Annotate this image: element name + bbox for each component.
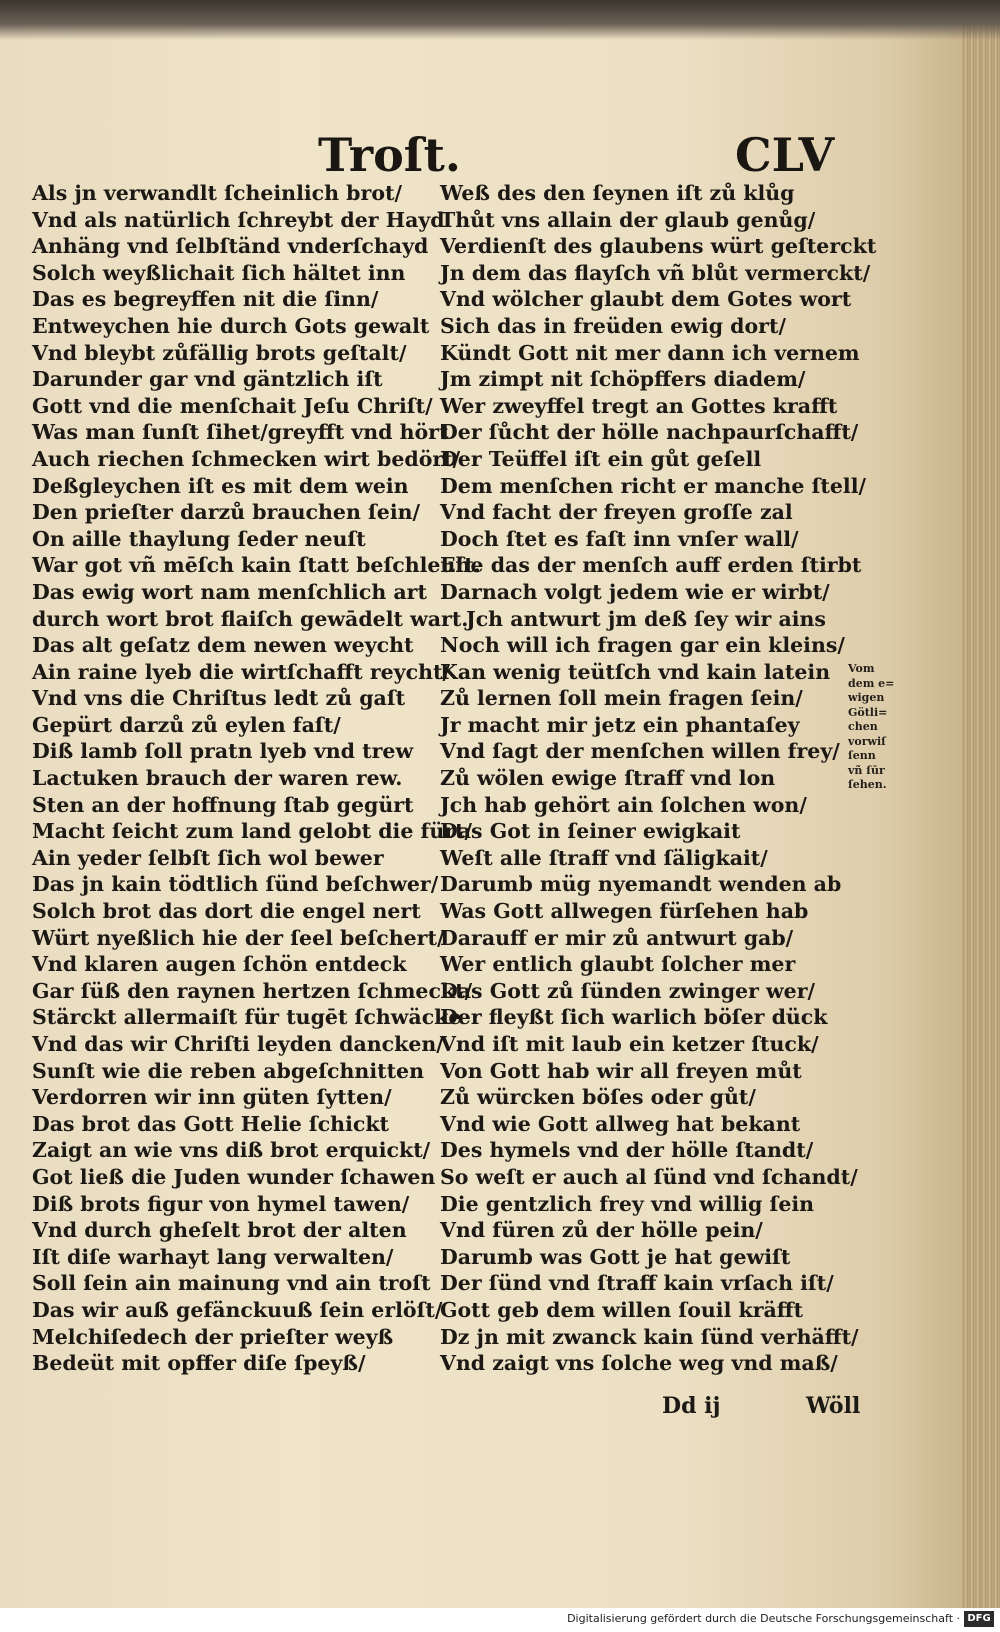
- verse-line: Darumb müg nyemandt wenden ab: [440, 872, 842, 897]
- verse-line: Iſt diſe warhayt lang verwalten/: [32, 1244, 394, 1269]
- verse-line: Was man ſunſt ſihet/greyfft vnd hört: [32, 420, 449, 445]
- verse-line: Des hymels vnd der hölle ſtandt/: [440, 1138, 814, 1163]
- verse-line: Gott geb dem willen ſouil kräfft: [440, 1297, 804, 1322]
- marginal-note-line: Götli=: [848, 705, 888, 719]
- top-shadow: [0, 0, 1000, 40]
- verse-line: Zů würcken böſes oder gůt/: [440, 1085, 756, 1110]
- verse-line: Von Gott hab wir all freyen můt: [440, 1058, 802, 1083]
- verse-line: Die gentzlich frey vnd willig ſein: [440, 1191, 815, 1216]
- verse-line: Weſt alle ſtraff vnd ſäligkait/: [440, 845, 768, 870]
- verse-line: So weſt er auch al ſünd vnd ſchandt/: [440, 1164, 858, 1189]
- verse-line: Darunder gar vnd gäntzlich iſt: [32, 367, 383, 392]
- left-text-column: [32, 180, 481, 1377]
- verse-line: Got ließ die Juden wunder ſchawen: [32, 1164, 436, 1189]
- verse-line: Jch hab gehört ain ſolchen won/: [440, 792, 807, 817]
- verse-line: Vnd füren zů der hölle pein/: [440, 1218, 763, 1243]
- verse-line: Das jn kain tödtlich ſünd beſchwer/: [32, 872, 439, 897]
- verse-line: Der ſünd vnd ſtraff kain vrſach iſt/: [440, 1271, 834, 1296]
- verse-line: Vnd iſt mit laub ein ketzer ſtuck/: [440, 1032, 819, 1056]
- verse-line: Das brot das Gott Helie ſchickt: [32, 1111, 390, 1136]
- verse-line: Stärckt allermaiſt für tugēt ſchwäcke: [32, 1005, 462, 1030]
- marginal-note-line: ſenn: [848, 749, 876, 762]
- verse-line: Vnd wie Gott allweg hat bekant: [440, 1111, 801, 1136]
- verse-line: Das Gott zů ſünden zwinger wer/: [440, 978, 815, 1003]
- verse-line: Thůt vns allain der glaub genůg/: [440, 207, 816, 232]
- verse-line: Soll ſein ain mainung vnd ain troſt: [32, 1271, 431, 1296]
- verse-line: Ehe das der menſch auff erden ſtirbt: [440, 553, 862, 578]
- running-title: Troſt.: [318, 128, 461, 182]
- verse-line: Sunſt wie die reben abgeſchnitten: [32, 1058, 424, 1083]
- verse-line: Darnach volgt jedem wie er wirbt/: [440, 579, 830, 604]
- verse-line: Solch weyßlichait ſich hältet inn: [32, 260, 406, 285]
- marginal-note: [848, 662, 908, 793]
- verse-line: Bedeüt mit opffer diſe ſpeyß/: [32, 1351, 366, 1376]
- verse-line: Würt nyeßlich hie der ſeel beſchert/: [32, 925, 445, 950]
- signature-mark: Dd ij: [662, 1393, 721, 1419]
- footer-bar: [0, 1608, 1000, 1632]
- verse-line: Darauff er mir zů antwurt gab/: [440, 925, 794, 950]
- verse-line: Zů lernen ſoll mein fragen ſein/: [440, 686, 803, 711]
- verse-line: Jch antwurt jm deß ſey wir ains: [466, 606, 826, 631]
- verse-line: Jm zimpt nit ſchöpffers diadem/: [440, 367, 806, 392]
- verse-line: Ain yeder ſelbſt ſich wol bewer: [32, 845, 384, 870]
- verse-line: Vnd zaigt vns ſolche weg vnd maß/: [440, 1351, 838, 1376]
- verse-line: Das ewig wort nam menſchlich art: [32, 579, 427, 604]
- marginal-note-line: ſehen.: [848, 778, 887, 791]
- verse-line: Dem menſchen richt er manche ſtell/: [440, 473, 866, 498]
- verse-line: Vnd das wir Chriſti leyden dancken/: [32, 1032, 444, 1056]
- verse-line: Den prieſter darzů brauchen ſein/: [32, 500, 421, 525]
- verse-line: Gar ſüß den raynen hertzen ſchmeckt/: [32, 978, 473, 1003]
- folio-number: CLV: [735, 128, 835, 182]
- verse-line: Verdorren wir inn güten ſytten/: [32, 1085, 392, 1110]
- verse-line: Ain raine lyeb die wirtſchafft reycht/: [32, 659, 450, 684]
- verse-line: Wer entlich glaubt ſolcher mer: [440, 952, 796, 977]
- verse-line: Gott vnd die menſchait Jeſu Chriſt/: [32, 393, 433, 418]
- catchword: Wöll: [806, 1393, 861, 1419]
- verse-line: Zů wölen ewige ſtraff vnd lon: [440, 766, 776, 791]
- verse-line: Das es begreyffen nit die ſinn/: [32, 287, 379, 312]
- verse-line: Der Teüffel iſt ein gůt geſell: [440, 446, 762, 471]
- verse-line: Was Gott allwegen fürſehen hab: [440, 899, 809, 924]
- verse-line: Zaigt an wie vns diß brot erquickt/: [32, 1138, 431, 1163]
- verse-line: Deßgleychen iſt es mit dem wein: [32, 473, 409, 498]
- verse-line: Der ſůcht der hölle nachpaurſchafft/: [440, 420, 859, 445]
- verse-line: Wer zweyffel tregt an Gottes krafft: [440, 393, 838, 418]
- verse-line: Der fleyßt ſich warlich böſer dück: [440, 1005, 828, 1030]
- verse-line: Verdienſt des glaubens würt geſterckt: [440, 234, 877, 259]
- verse-line: Als jn verwandlt ſcheinlich brot/: [32, 181, 402, 205]
- verse-line: Das alt geſatz dem newen weycht: [32, 633, 414, 658]
- verse-line: Jn dem das flayſch vñ blůt vermerckt/: [440, 260, 871, 285]
- verse-line: Weß des den ſeynen iſt zů klůg: [440, 181, 795, 205]
- verse-line: Dz jn mit zwanck kain ſünd verhäfft/: [440, 1324, 859, 1349]
- verse-line: Lactuken brauch der waren rew.: [32, 766, 403, 791]
- verse-line: Jr macht mir jetz ein phantaſey: [440, 712, 800, 737]
- dfg-logo: DFG: [964, 1611, 994, 1627]
- verse-line: On aille thaylung ſeder neuſt: [32, 526, 366, 551]
- verse-line: Vnd bleybt zůfällig brots geſtalt/: [32, 340, 407, 365]
- verse-line: Vnd vns die Chriſtus ledt zů gaſt: [32, 686, 406, 711]
- footer-credit: Digitalisierung gefördert durch die Deutsche Forschungsgemeinschaft ·: [567, 1612, 960, 1625]
- verse-line: Vnd als natürlich ſchreybt der Hayd: [32, 207, 445, 232]
- verse-line: Kan wenig teütſch vnd kain latein: [440, 659, 831, 684]
- verse-line: Vnd durch gheſelt brot der alten: [32, 1218, 407, 1243]
- verse-line: Entweychen hie durch Gots gewalt: [32, 313, 430, 338]
- verse-line: Auch riechen ſchmecken wirt bedört/: [32, 446, 461, 471]
- verse-line: Solch brot das dort die engel nert: [32, 899, 421, 924]
- verse-line: durch wort brot flaiſch gewādelt wart.: [32, 606, 469, 631]
- verse-line: Sten an der hoffnung ſtab gegürt: [32, 792, 414, 817]
- verse-line: Darumb was Gott je hat gewiſt: [440, 1244, 791, 1269]
- verse-line: War got vñ mēſch kain ſtatt beſchleuſt.: [32, 553, 481, 578]
- running-header: [0, 128, 860, 188]
- verse-line: Macht ſeicht zum land gelobt die fürt/: [32, 819, 472, 844]
- verse-line: Vnd facht der freyen groſſe zal: [440, 500, 793, 525]
- verse-line: Doch ſtet es faſt inn vnſer wall/: [440, 526, 799, 551]
- verse-line: Vnd ſagt der menſchen willen frey/: [440, 739, 840, 764]
- verse-line: Diß brots figur von hymel tawen/: [32, 1191, 410, 1216]
- verse-line: Melchiſedech der prieſter weyß: [32, 1324, 394, 1349]
- marginal-note-line: dem e=: [848, 676, 895, 690]
- marginal-note-line: chen: [848, 720, 878, 733]
- verse-line: Anhäng vnd ſelbſtänd vnderſchayd: [32, 234, 429, 259]
- verse-line: Sich das in freüden ewig dort/: [440, 313, 786, 338]
- verse-line: Das wir auß gefänckuuß ſein erlöſt/: [32, 1297, 443, 1322]
- marginal-note-line: vorwiſ: [848, 734, 886, 748]
- page-edges: [962, 0, 1000, 1608]
- verse-line: Vnd klaren augen ſchön entdeck: [32, 952, 407, 977]
- marginal-note-line: vñ ſūr: [848, 763, 885, 777]
- verse-line: Diß lamb ſoll pratn lyeb vnd trew: [32, 739, 414, 764]
- verse-line: Kündt Gott nit mer dann ich vernem: [440, 340, 860, 365]
- verse-line: Das Got in ſeiner ewigkait: [440, 819, 741, 844]
- verse-line: Vnd wölcher glaubt dem Gotes wort: [440, 287, 852, 312]
- marginal-note-line: wigen: [848, 691, 885, 704]
- verse-line: Noch will ich fragen gar ein kleins/: [440, 633, 845, 658]
- marginal-note-line: Vom: [848, 662, 875, 675]
- verse-line: Gepürt darzů zů eylen faſt/: [32, 712, 341, 737]
